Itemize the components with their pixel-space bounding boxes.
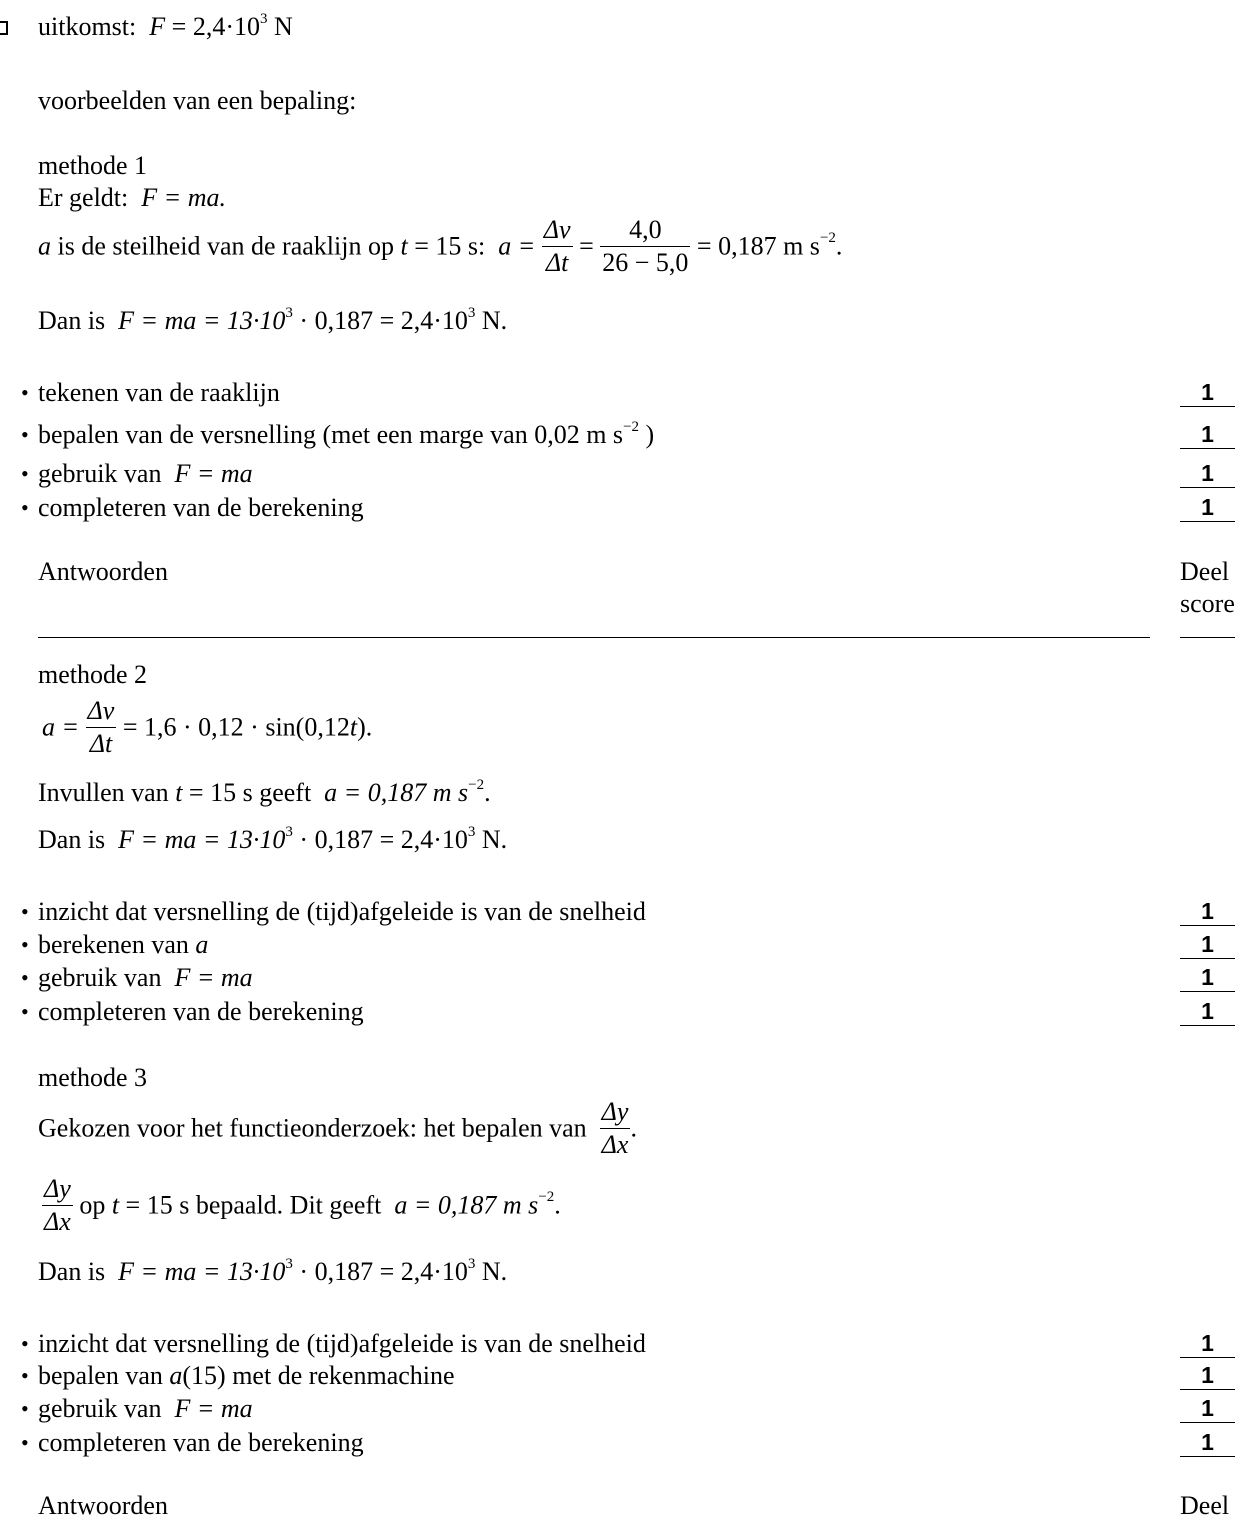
method2-criterion: inzicht dat versnelling de (tijd)afgeleide is van de snelheid: [38, 897, 646, 926]
method1-line3: Dan is F = ma = $13\cdot 10^3 \cdot 0,187 = 2,4\cdot 10^3$ N.: [38, 305, 508, 335]
method1-line1: Er geldt: F = ma.: [38, 183, 226, 212]
result-line: uitkomst: $F = 2,4\cdot 10^3$ N: [38, 11, 293, 41]
method1-criterion: gebruik van F = ma: [38, 459, 253, 488]
method3-criterion: bepalen van a(15) met de rekenmachine: [38, 1361, 455, 1390]
bullet-icon: •: [21, 1430, 29, 1455]
method2-criterion: berekenen van a: [38, 930, 209, 959]
method3-line3: Dan is F = ma = $13\cdot 10^3 \cdot 0,187 = 2,4\cdot 10^3$ N.: [38, 1256, 508, 1286]
method1-score: 1: [1180, 381, 1235, 407]
method2-score: 1: [1180, 966, 1235, 992]
method3-score: 1: [1180, 1397, 1235, 1423]
method3-line1: Gekozen voor het functieonderzoek: het bepalen van $\frac{\Delta y}{\Delta x}$ .: [38, 1097, 637, 1159]
method3-criterion: inzicht dat versnelling de (tijd)afgeleide is van de snelheid: [38, 1329, 646, 1358]
fraction-dv-dt: $\frac{\Delta v}{\Delta t}$: [87, 696, 115, 758]
deelscore-label: score: [1180, 591, 1235, 617]
method2-line3: Dan is F = ma = $13\cdot 10^3 \cdot 0,187 = 2,4\cdot 10^3$ N.: [38, 824, 508, 854]
method3-score: 1: [1180, 1332, 1235, 1358]
method3-line2: $\frac{\Delta y}{\Delta x}$ op t = 15 s bepaald. Dit geeft a = 0,187 m $s^{-2}$.: [44, 1174, 561, 1236]
method2-line1: a = $\frac{\Delta v}{\Delta t}$ = 1,6 · 0,12 · sin(0,12t).: [42, 696, 373, 758]
method1-line2: a is de steilheid van de raaklijn op t = 15 s: a = $\frac{\Delta v}{\Delta t}$ = $\frac{4,0}{26 - 5,0}$ = 0,187 m $s^{-2}$.: [38, 215, 843, 277]
method1-criterion: completeren van de berekening: [38, 493, 364, 522]
bullet-icon: •: [21, 899, 29, 924]
method3-criterion: gebruik van F = ma: [38, 1394, 253, 1423]
bullet-icon: •: [21, 965, 29, 990]
fraction-dv-dt: $\frac{\Delta v}{\Delta t}$: [543, 215, 571, 277]
checkbox-icon[interactable]: [0, 21, 8, 35]
page-footer-label: Antwoorden: [38, 1491, 168, 1520]
method1-title: methode 1: [38, 151, 148, 180]
bullet-icon: •: [21, 495, 29, 520]
fraction-dy-dx: $\frac{\Delta y}{\Delta x}$: [601, 1097, 629, 1159]
bullet-icon: •: [21, 999, 29, 1024]
method3-score: 1: [1180, 1364, 1235, 1390]
method1-score: 1: [1180, 496, 1235, 522]
bullet-icon: •: [21, 422, 29, 447]
bullet-icon: •: [21, 932, 29, 957]
method3-score: 1: [1180, 1431, 1235, 1457]
method2-score: 1: [1180, 1000, 1235, 1026]
method3-criterion: completeren van de berekening: [38, 1428, 364, 1457]
fraction-values: $\frac{4,0}{26 - 5,0}$: [602, 215, 689, 277]
method2-score: 1: [1180, 933, 1235, 959]
page-footer-label: Antwoorden: [38, 557, 168, 586]
method1-criterion: tekenen van de raaklijn: [38, 378, 280, 407]
method2-score: 1: [1180, 900, 1235, 926]
bullet-icon: •: [21, 1331, 29, 1356]
method3-title: methode 3: [38, 1063, 148, 1092]
bullet-icon: •: [21, 1363, 29, 1388]
bullet-icon: •: [21, 380, 29, 405]
method2-line2: Invullen van t = 15 s geeft a = 0,187 m $s^{-2}$.: [38, 777, 491, 807]
deelscore-label: Deel: [1180, 559, 1230, 585]
bullet-icon: •: [21, 1396, 29, 1421]
method1-criterion: bepalen van de versnelling (met een marge van 0,02 m $s^{-2}$ ): [38, 419, 655, 449]
divider: [1180, 637, 1235, 638]
divider: [38, 637, 1150, 638]
method1-score: 1: [1180, 423, 1235, 449]
fraction-dy-dx: $\frac{\Delta y}{\Delta x}$: [44, 1174, 71, 1236]
method1-score: 1: [1180, 462, 1235, 488]
bullet-icon: •: [21, 461, 29, 486]
method2-criterion: completeren van de berekening: [38, 997, 364, 1026]
method2-title: methode 2: [38, 660, 148, 689]
method2-criterion: gebruik van F = ma: [38, 963, 253, 992]
deelscore-label: Deel: [1180, 1493, 1230, 1519]
intro-text: voorbeelden van een bepaling:: [38, 86, 357, 115]
